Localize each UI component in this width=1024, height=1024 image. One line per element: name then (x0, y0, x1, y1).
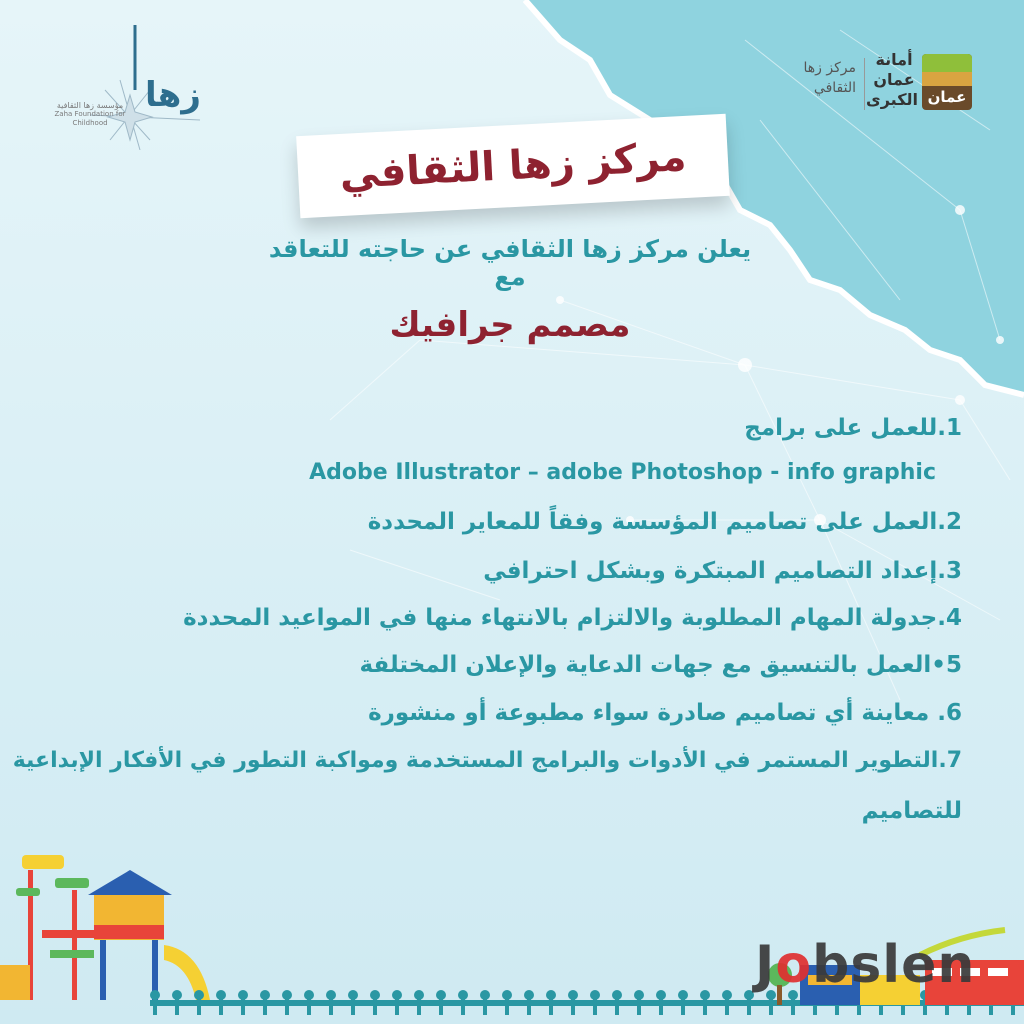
requirement-7-continued: للتصاميم (861, 798, 962, 824)
requirement-1-software: Adobe Illustrator – adobe Photoshop - info graphic (309, 460, 936, 485)
requirement-2: 2.العمل على تصاميم المؤسسة وفقاً للمعاير المحددة (367, 509, 962, 535)
fence-post-stem (637, 995, 641, 1015)
logo-sub-text (40, 101, 140, 128)
fence-post-stem (483, 995, 487, 1015)
fence-post-stem (263, 995, 267, 1015)
announcement-text: يعلن مركز زها الثقافي عن حاجته للتعاقد مع (268, 235, 752, 291)
fence-post-stem (615, 995, 619, 1015)
requirement-7: 7.التطوير المستمر في الأدوات والبرامج المستخدمة ومواكبة التطور في الأفكار الإبداعية (12, 748, 962, 773)
fence-post-stem (681, 995, 685, 1015)
fence-post-stem (791, 995, 795, 1015)
requirement-3: 3.إعداد التصاميم المبتكرة وبشكل احترافي (483, 558, 962, 584)
fence-post-stem (505, 995, 509, 1015)
fence-post-stem (439, 995, 443, 1015)
fence-post-stem (329, 995, 333, 1015)
jobslen-watermark (755, 935, 975, 995)
fence-post-stem (417, 995, 421, 1015)
amman-title-line3: الكبرى (866, 90, 918, 109)
amman-emblem-icon (922, 54, 972, 110)
center-name-line2: الثقافي (813, 80, 856, 96)
fence-post-stem (593, 995, 597, 1015)
center-name-line1: مركز زها (803, 60, 856, 76)
fence-post-stem (527, 995, 531, 1015)
amman-badge-text: عمان (927, 88, 967, 106)
amman-title-line2: عمان (873, 70, 915, 89)
watermark-prefix: J (755, 935, 776, 995)
fence-post-stem (197, 995, 201, 1015)
fence-post-stem (571, 995, 575, 1015)
fence-post-stem (219, 995, 223, 1015)
fence-post-stem (725, 995, 729, 1015)
watermark-target-icon: o (775, 935, 813, 995)
logo-sub-english: Zaha Foundation for Childhood (54, 110, 126, 127)
fence-post-stem (153, 995, 157, 1015)
fence-post-stem (373, 995, 377, 1015)
requirement-5: 5•العمل بالتنسيق مع جهات الدعاية والإعلان المختلفة (359, 652, 962, 678)
requirement-4: 4.جدولة المهام المطلوبة والالتزام بالانتهاء منها في المواعيد المحددة (183, 605, 962, 631)
greater-amman-logo-group (786, 50, 976, 120)
fence-post-stem (351, 995, 355, 1015)
requirement-6: 6. معاينة أي تصاميم صادرة سواء مطبوعة أو منشورة (368, 700, 962, 726)
watermark-suffix: bslen (812, 935, 976, 995)
logo-arabic-name: زها (145, 75, 201, 115)
page-title: مركز زها الثقافي (338, 133, 688, 199)
fence-post-stem (703, 995, 707, 1015)
zaha-foundation-logo (40, 20, 220, 150)
fence-post-stem (769, 995, 773, 1015)
amman-title (866, 50, 918, 110)
fence-post-stem (747, 995, 751, 1015)
fence-post-stem (549, 995, 553, 1015)
fence-post-stem (285, 995, 289, 1015)
fence-post-stem (461, 995, 465, 1015)
zaha-center-text (786, 58, 856, 98)
fence-post-stem (175, 995, 179, 1015)
job-position-title: مصمم جرافيك (389, 305, 631, 345)
amman-title-line1: أمانة (875, 50, 913, 69)
requirement-1: 1.للعمل على برامج (744, 415, 962, 441)
fence-post-stem (395, 995, 399, 1015)
playground-illustration (0, 855, 210, 1000)
fence-post-stem (307, 995, 311, 1015)
fence-post-stem (241, 995, 245, 1015)
fence-post-stem (659, 995, 663, 1015)
logo-sub-arabic: مؤسسة زها الثقافية (56, 101, 124, 110)
divider (864, 58, 865, 110)
